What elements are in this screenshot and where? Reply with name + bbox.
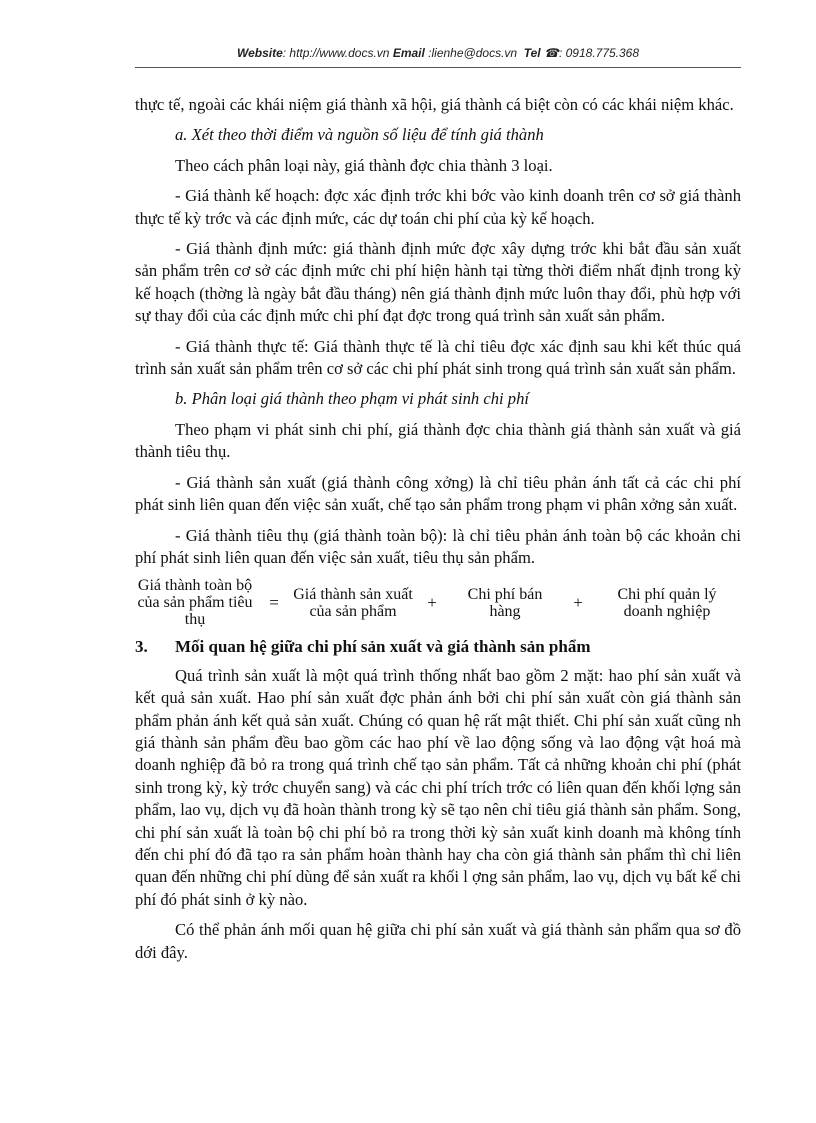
website-label: Website — [236, 46, 283, 60]
tel-label: Tel — [523, 46, 541, 60]
cost-formula — [135, 577, 741, 628]
phone-icon: ☎ — [544, 46, 559, 60]
website-value: : http://www.docs.vn — [282, 46, 390, 60]
formula-term-total-cost: Giá thành toàn bộ của sản phẩm tiêu thụ — [137, 577, 253, 629]
paragraph: - Giá thành sản xuất (giá thành công xởng) là chỉ tiêu phản ánh tất cả các chi phí phát sinh liên quan đến việc sản xuất, chế tạo sản phẩm trong phạm vi phân xởng sản xuất. — [135, 472, 741, 515]
page-header — [135, 46, 741, 60]
paragraph: - Giá thành kế hoạch: đợc xác định trớc khi bớc vào kinh doanh trên cơ sở giá thành thực tế kỳ trớc và các định mức, các dự toán chi phí của kỳ kế hoạch. — [135, 186, 741, 228]
section-number: 3. — [135, 637, 148, 657]
section-heading — [135, 636, 741, 658]
paragraph: thực tế, ngoài các khái niệm giá thành xã hội, giá thành cá biệt còn có các khái niệm khác. — [135, 95, 734, 114]
subheading-b: b. Phân loại giá thành theo phạm vi phát sinh chi phí — [175, 389, 529, 409]
header-divider — [135, 67, 741, 68]
email-label: Email — [392, 46, 425, 60]
formula-plus: + — [573, 593, 583, 613]
formula-term-selling-cost: Chi phí bán hàng — [467, 585, 543, 620]
paragraph: - Giá thành định mức: giá thành định mức đợc xây dựng trớc khi bắt đầu sản xuất sản phẩm trên cơ sở các định mức chi phí hiện hành tại từng thời điểm nhất định trong kỳ kế hoạch (thờng là ngày bắt đầu tháng) nên giá thành định mức luôn thay đổi, phù hợp với sự thay đổi của các định mức chi phí đạt đợc trong quá trình sản xuất sản phẩm. — [135, 239, 741, 326]
paragraph: Theo cách phân loại này, giá thành đợc chia thành 3 loại. — [175, 155, 553, 175]
section-title: Mối quan hệ giữa chi phí sản xuất và giá thành sản phẩm — [175, 637, 591, 657]
document-body — [135, 94, 741, 972]
formula-equals: = — [269, 593, 279, 613]
tel-value: : 0918.775.368 — [558, 46, 640, 60]
formula-term-production-cost: Giá thành sản xuất của sản phẩm — [293, 585, 413, 620]
formula-plus: + — [427, 593, 437, 613]
email-value: :lienhe@docs.vn — [428, 46, 518, 60]
paragraph: Theo phạm vi phát sinh chi phí, giá thành đợc chia thành giá thành sản xuất và giá thành tiêu thụ. — [135, 419, 741, 462]
paragraph: - Giá thành tiêu thụ (giá thành toàn bộ): là chỉ tiêu phản ánh toàn bộ các khoản chi phí phát sinh liên quan đến việc sản xuất, tiêu thụ sản phẩm. — [135, 525, 741, 567]
paragraph: Quá trình sản xuất là một quá trình thống nhất bao gồm 2 mặt: hao phí sản xuất và kết quả sản xuất. Hao phí sản xuất đợc phản ánh bởi chi phí sản xuất còn giá thành sản phẩm phản ánh kết quả sản xuất. Chúng có quan hệ rất mật thiết. Chi phí sản xuất cũng nh giá thành sản phẩm đều bao gồm các hao phí về lao động sống và lao động vật hoá mà doanh nghiệp đã bỏ ra trong quá trình chế tạo sản phẩm. Tất cả những khoản chi phí (phát sinh trong kỳ, kỳ trớc chuyển sang) và các chi phí trích trớc có liên quan đến khối lợng sản phẩm, lao vụ, dịch vụ đã hoàn thành trong kỳ sẽ tạo nên chỉ tiêu giá thành sản phẩm. Song, chi phí sản xuất là toàn bộ chi phí bỏ ra trong thời kỳ sản xuất kinh doanh mà không tính đến chi phí đó đã tạo ra sản phẩm hoàn thành hay cha còn giá thành sản phẩm thì chỉ liên quan đến những chi phí dùng để sản xuất ra khối l ợng sản phẩm, lao vụ, dịch vụ bất kể chi phí đó phát sinh ở kỳ nào. — [135, 665, 741, 909]
subheading-a: a. Xét theo thời điểm và nguồn số liệu để tính giá thành — [175, 125, 544, 145]
paragraph: Có thể phản ánh mối quan hệ giữa chi phí sản xuất và giá thành sản phẩm qua sơ đồ dới đây. — [135, 920, 741, 962]
paragraph: - Giá thành thực tế: Giá thành thực tế là chỉ tiêu đợc xác định sau khi kết thúc quá trình sản xuất sản phẩm trên cơ sở các chi phí phát sinh trong quá trình sản xuất sản phẩm. — [135, 336, 741, 379]
formula-term-admin-cost: Chi phí quản lý doanh nghiệp — [617, 585, 717, 620]
